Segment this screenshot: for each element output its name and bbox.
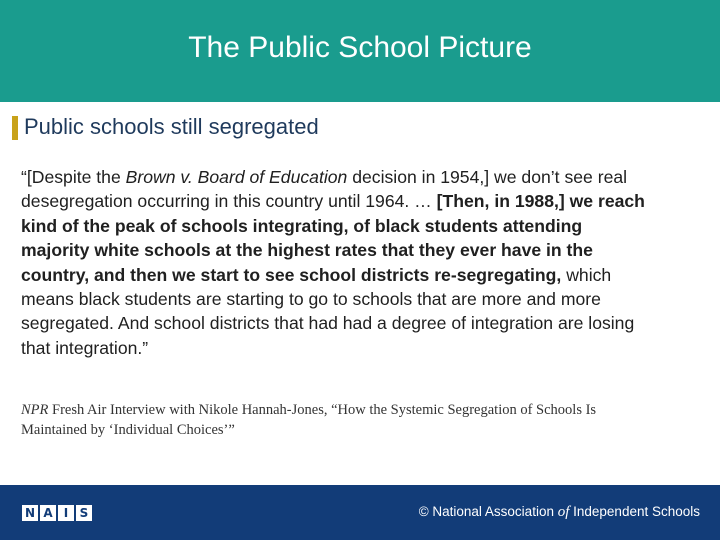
quote-case-name: Brown v. Board of Education — [125, 167, 348, 187]
quote-part: decision in 1954,] we don’t see real desegregation occurring in this country until 1964. … — [21, 167, 628, 212]
citation — [21, 400, 661, 440]
citation-source: NPR — [21, 402, 49, 418]
org-suffix: Independent Schools — [569, 504, 700, 519]
org-of: of — [557, 504, 570, 520]
subhead: Public schools still segregated — [24, 114, 319, 139]
quote-part: which means black students are starting to go to schools that are more and more segregated. And school districts that had had a degree of integration are losing that integration.” — [21, 264, 635, 358]
logo-letter: I — [58, 505, 74, 521]
organization-name — [419, 503, 700, 521]
quote-bold-part: [Then, in 1988,] we reach kind of the peak of schools integrating, of black students attending majority white schools at the highest rates that they ever have in the country, and then we start to see school districts re-segregating, — [21, 191, 645, 285]
quote-part: “[Despite the — [21, 167, 126, 187]
accent-bar — [12, 116, 18, 140]
citation-text: Fresh Air Interview with Nikole Hannah-Jones, “How the Systemic Segregation of Schools Is Maintained by ‘Individual Choices’” — [21, 402, 597, 438]
slide-title: The Public School Picture — [188, 31, 532, 64]
logo-letter: N — [22, 505, 38, 521]
quote-text — [21, 165, 651, 360]
nais-logo — [22, 505, 94, 521]
logo-letter: A — [40, 505, 56, 521]
slide-header — [0, 0, 720, 102]
logo-letter: S — [76, 505, 92, 521]
org-prefix: © National Association — [418, 504, 558, 519]
